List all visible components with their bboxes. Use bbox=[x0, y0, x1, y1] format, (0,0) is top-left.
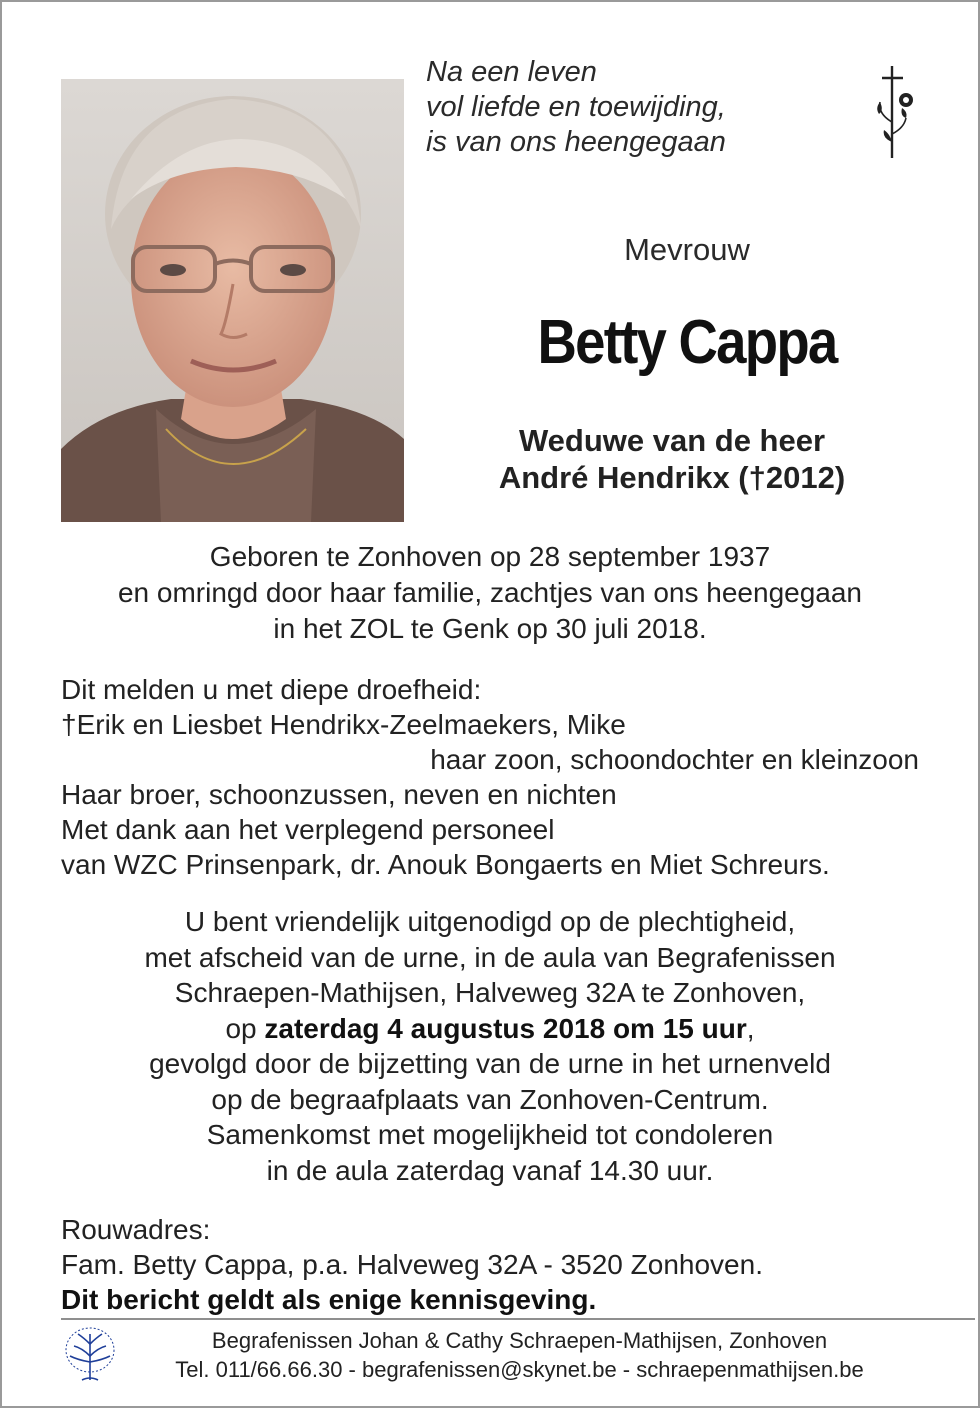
family-section bbox=[61, 672, 931, 882]
ceremony-line: op de begraafplaats van Zonhoven-Centrum. bbox=[211, 1083, 769, 1115]
ceremony-section bbox=[2, 904, 978, 1188]
poem-line: is van ons heengegaan bbox=[426, 126, 726, 158]
family-intro: Dit melden u met diepe droefheid: bbox=[61, 674, 482, 705]
ceremony-line: gevolgd door de bijzetting van de urne in het urnenveld bbox=[149, 1048, 831, 1079]
family-thanks: Met dank aan het verplegend personeel bbox=[61, 814, 555, 845]
widow-of bbox=[442, 422, 902, 496]
ceremony-line: Samenkomst met mogelijkheid tot condoleren bbox=[206, 1119, 774, 1150]
widow-line: André Hendrikx (†2012) bbox=[498, 460, 846, 495]
family-relatives: Haar broer, schoonzussen, neven en nichten bbox=[61, 779, 617, 810]
deceased-name: Betty Cappa bbox=[537, 308, 837, 377]
tree-logo-icon bbox=[64, 1326, 116, 1382]
ceremony-date-suffix: , bbox=[746, 1012, 755, 1044]
ceremony-line: Schraepen-Mathijsen, Halveweg 32A te Zonhoven, bbox=[174, 977, 806, 1008]
opening-poem bbox=[426, 55, 726, 160]
footer-divider bbox=[61, 1318, 975, 1320]
ceremony-line: met afscheid van de urne, in de aula van Begrafenissen bbox=[144, 941, 836, 973]
address-value: Fam. Betty Cappa, p.a. Halveweg 32A - 3520 Zonhoven. bbox=[61, 1249, 763, 1280]
portrait-photo bbox=[61, 79, 404, 522]
cross-rose-icon bbox=[870, 62, 920, 160]
family-son: †Erik en Liesbet Hendrikx-Zeelmaekers, Mike bbox=[61, 709, 626, 740]
ceremony-line: U bent vriendelijk uitgenodigd op de plechtigheid, bbox=[184, 906, 796, 937]
funeral-home-footer bbox=[127, 1326, 912, 1384]
ceremony-date-line bbox=[2, 1011, 978, 1047]
notice-text: Dit bericht geldt als enige kennisgeving. bbox=[61, 1284, 597, 1315]
family-son-relation: haar zoon, schoondochter en kleinzoon bbox=[430, 744, 919, 775]
birth-line: in het ZOL te Genk op 30 juli 2018. bbox=[273, 613, 707, 644]
ceremony-line: in de aula zaterdag vanaf 14.30 uur. bbox=[266, 1154, 714, 1186]
address-section bbox=[61, 1212, 941, 1317]
family-thanks: van WZC Prinsenpark, dr. Anouk Bongaerts en Miet Schreurs. bbox=[61, 849, 830, 880]
birth-line: en omringd door haar familie, zachtjes van ons heengegaan bbox=[117, 577, 863, 608]
salutation: Mevrouw bbox=[624, 232, 750, 267]
portrait-illustration bbox=[61, 79, 404, 522]
birth-line: Geboren te Zonhoven op 28 september 1937 bbox=[209, 541, 771, 572]
widow-line: Weduwe van de heer bbox=[518, 423, 826, 458]
poem-line: vol liefde en toewijding, bbox=[426, 91, 726, 123]
poem-line: Na een leven bbox=[426, 56, 597, 88]
birth-death-text bbox=[2, 539, 978, 647]
funeral-home-name: Begrafenissen Johan & Cathy Schraepen-Mathijsen, Zonhoven bbox=[211, 1328, 828, 1353]
funeral-home-contact: Tel. 011/66.66.30 - begrafenissen@skynet.be - schraepenmathijsen.be bbox=[175, 1357, 864, 1382]
ceremony-date: zaterdag 4 augustus 2018 om 15 uur bbox=[264, 1012, 747, 1044]
address-label: Rouwadres: bbox=[61, 1214, 211, 1245]
ceremony-date-prefix: op bbox=[225, 1012, 265, 1044]
